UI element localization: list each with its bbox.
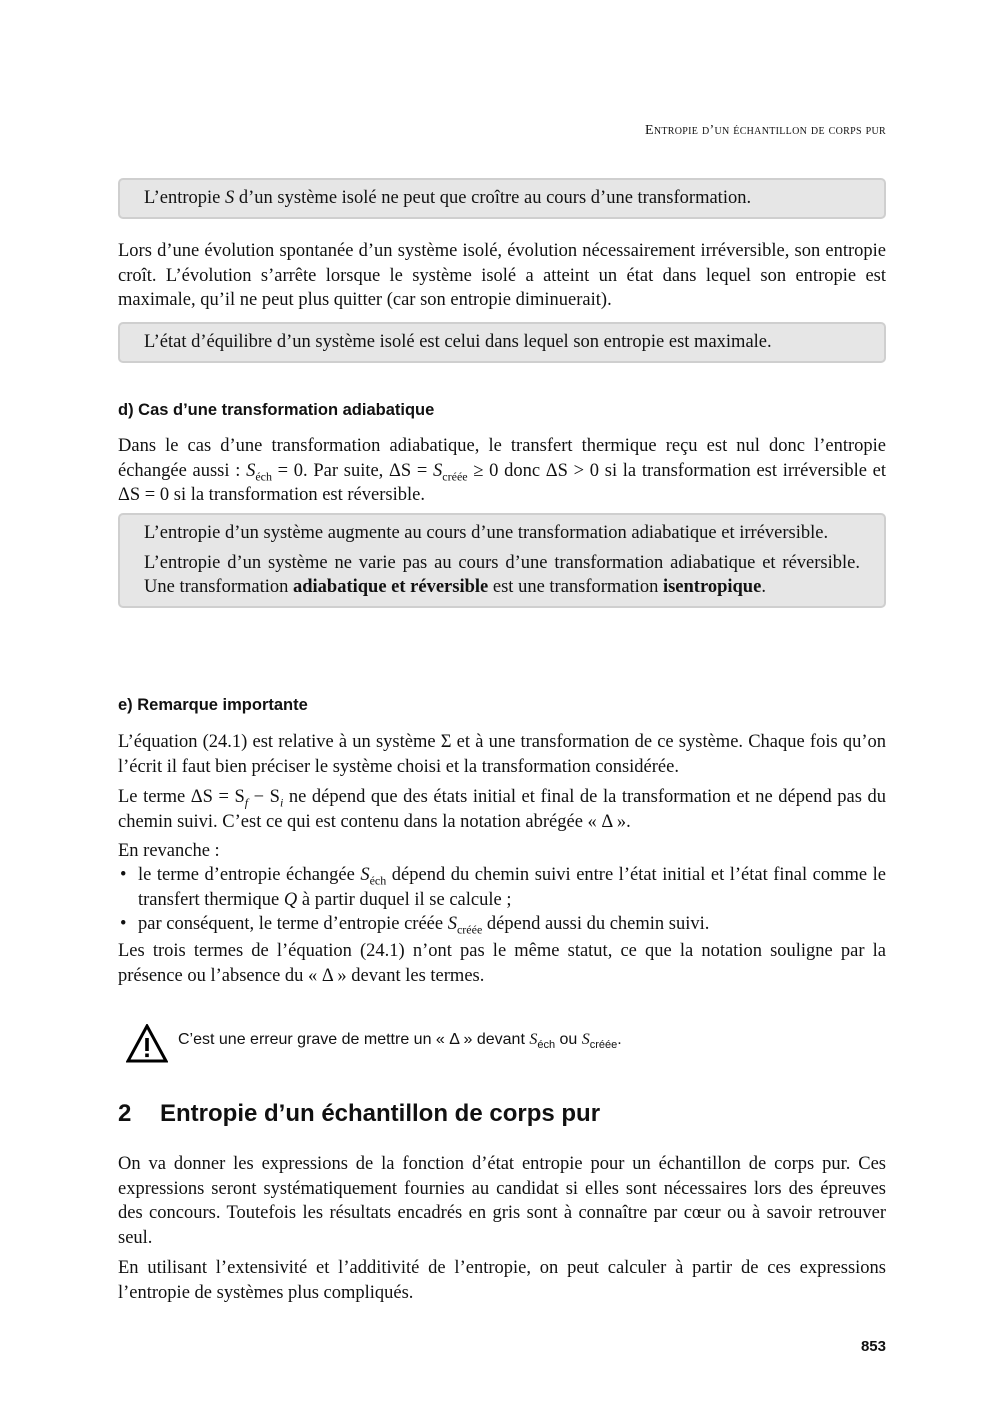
page-number: 853 — [860, 1338, 886, 1355]
section-number: 2 — [118, 1100, 132, 1127]
subsection-heading-adiabatic: d) Cas d’une transformation adiabatique — [118, 401, 435, 419]
warning-text: C’est une erreur grave de mettre un « Δ » devant $S_{éch}$ ou $S_{créée}$. — [178, 1031, 622, 1052]
section-heading — [118, 1098, 600, 1130]
paragraph-adiabatic: Dans le cas d’une transformation adiabatique, le transfert thermique reçu est nul donc l’entropie échangée aussi : $S_{éch} = 0$. Par suite, $\Delta S = S_{créée} \ge 0$ donc ΔS > 0 si la transformation est irréversible et ΔS = 0 si la transformation est réversible. — [118, 436, 887, 505]
box-text-line1: L’entropie d’un système augmente au cours d’une transformation adiabatique et irréversible. — [144, 523, 829, 543]
running-head: Entropie d’un échantillon de corps pur — [644, 123, 886, 138]
box-text-line2: L’entropie d’un système ne varie pas au cours d’une transformation adiabatique et réversible. Une transformation adiabatique et réversible est une transformation isentropique. — [144, 552, 860, 597]
list-item: • par conséquent, le terme d’entropie créée $S_{créée}$ dépend aussi du chemin suivi. — [118, 912, 886, 937]
subsection-heading-remark: e) Remarque importante — [118, 696, 308, 714]
paragraph-delta-s: Le terme $\Delta S = S_f - S_i$ ne dépend que des états initial et final de la transformation et ne dépend pas du chemin suivi. C’est ce qui est contenu dans la notation abrégée « Δ ». — [118, 787, 886, 832]
box-text: L’entropie S d’un système isolé ne peut que croître au cours d’une transformation. — [144, 188, 752, 208]
bullet-list — [118, 863, 886, 937]
key-result-box-isolated-entropy — [118, 178, 886, 219]
paragraph-intro-section2: On va donner les expressions de la fonction d’état entropie pour un échantillon de corps pur. Ces expressions seront systématiquement fournies au candidat si elles sont nécessaires lors des épreuves des concours. Toutefois les résultats encadrés en gris sont à connaître par cœur ou à savoir retrouver seul. — [118, 1154, 886, 1248]
paragraph-en-revanche: En revanche : — [118, 841, 220, 861]
warning-note — [126, 1024, 886, 1066]
paragraph-equation-remark: L’équation (24.1) est relative à un système Σ et à une transformation de ce système. Chaque fois qu’on l’écrit il faut bien préciser le système choisi et la transformation considérée. — [118, 732, 886, 777]
key-result-box-adiabatic — [118, 513, 886, 608]
paragraph-three-terms: Les trois termes de l’équation (24.1) n’ont pas le même statut, ce que la notation souligne par la présence ou l’absence du « Δ » devant les termes. — [118, 941, 886, 986]
paragraph-spontaneous-evolution: Lors d’une évolution spontanée d’un système isolé, évolution nécessairement irréversible, son entropie croît. L’évolution s’arrête lorsque le système isolé a atteint un état dans lequel son entropie est maximale, qu’il ne peut plus quitter (car son entropie diminuerait). — [118, 241, 886, 310]
paragraph-extensivity: En utilisant l’extensivité et l’additivité de l’entropie, on peut calculer à partir de ces expressions l’entropie de systèmes plus compliqués. — [118, 1258, 886, 1303]
section-title-text: Entropie d’un échantillon de corps pur — [160, 1100, 601, 1127]
box-text: L’état d’équilibre d’un système isolé est celui dans lequel son entropie est maximale. — [144, 332, 772, 352]
warning-icon — [126, 1024, 168, 1064]
key-result-box-equilibrium — [118, 322, 886, 363]
list-item: • le terme d’entropie échangée $S_{éch}$ dépend du chemin suivi entre l’état initial et l’état final comme le transfert thermique Q à partir duquel il se calcule ; — [118, 863, 886, 912]
